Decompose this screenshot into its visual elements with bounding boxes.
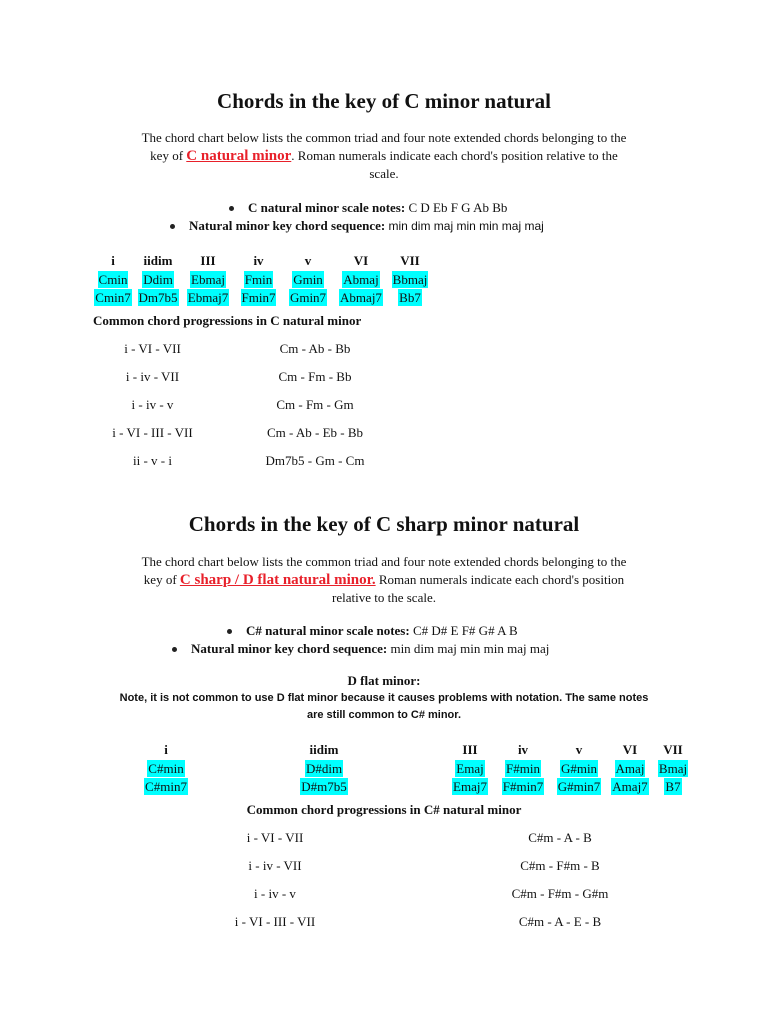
progression-numerals: i - iv - v	[131, 397, 174, 412]
dflat-note	[84, 690, 684, 724]
numeral-header: iv	[517, 741, 529, 757]
progression-chords: Cm - Ab - Bb	[279, 341, 351, 356]
seventh-chord: Fmin7	[241, 289, 276, 305]
seventh-chord: B7	[665, 778, 681, 794]
seventh-chord: Amaj7	[612, 778, 648, 794]
section2-progressions-heading: Common chord progressions in C# natural minor	[246, 802, 522, 817]
seventh-chord: D#m7b5	[301, 778, 347, 794]
triad-cell	[235, 270, 282, 288]
scale-notes-value: C D Eb F G Ab Bb	[408, 200, 508, 215]
bullet-icon	[229, 206, 234, 211]
chord-sequence-bullet	[172, 641, 549, 657]
triad-chord: Abmaj	[343, 271, 379, 287]
section1-intro-line2	[84, 147, 684, 165]
numeral-header: VI	[622, 741, 638, 757]
seventh-chord: F#min7	[502, 778, 544, 794]
progression-chords: Cm - Fm - Gm	[276, 397, 354, 412]
seventh-chord: Abmaj7	[340, 289, 382, 305]
triad-cell	[446, 759, 494, 777]
numeral-header: v	[575, 741, 583, 757]
chord-sequence-value: min dim maj min min maj maj	[388, 219, 544, 233]
seventh-chord: Emaj7	[453, 778, 487, 794]
progression-numerals: i - VI - III - VII	[234, 914, 316, 929]
triad-cell	[283, 270, 333, 288]
seventh-chord: Dm7b5	[138, 289, 178, 305]
section2-title: Chords in the key of C sharp minor natural	[188, 512, 580, 536]
scale-notes-label: C# natural minor scale notes:	[246, 623, 410, 638]
seventh-cell	[235, 288, 282, 306]
section1-intro-line1: The chord chart below lists the common triad and four note extended chords belonging to the	[141, 130, 627, 145]
triad-chord: Amaj	[615, 760, 645, 776]
dflat-note-line1: Note, it is not common to use D flat minor because it causes problems with notation. The same notes	[119, 692, 649, 704]
numeral-header: i	[164, 741, 168, 757]
triad-cell	[92, 270, 134, 288]
seventh-cell	[92, 288, 134, 306]
seventh-cell	[203, 777, 445, 795]
seventh-chord: Cmin7	[95, 289, 131, 305]
seventh-chord: Bb7	[399, 289, 421, 305]
triad-chord: Ebmaj	[191, 271, 225, 287]
scale-notes-bullet	[229, 200, 507, 216]
triad-cell	[334, 270, 388, 288]
progression-chords: C#m - A - B	[528, 830, 592, 845]
chord-sequence-value: min dim maj min min maj maj	[390, 641, 550, 656]
scale-notes-label: C natural minor scale notes:	[248, 200, 406, 215]
triad-cell	[607, 759, 653, 777]
triad-chord: Ddim	[143, 271, 173, 287]
seventh-cell	[654, 777, 692, 795]
numeral-header: III	[200, 252, 216, 268]
progression-numerals: i - iv - v	[254, 886, 296, 901]
progression-numerals: i - VI - VII	[124, 341, 181, 356]
triad-chord: G#min	[560, 760, 598, 776]
seventh-chord: G#min7	[557, 778, 601, 794]
progression-numerals: i - iv - VII	[248, 858, 302, 873]
chord-sequence-bullet	[170, 218, 544, 234]
seventh-cell	[389, 288, 431, 306]
triad-chord: Fmin	[244, 271, 273, 287]
numeral-header: VII	[663, 741, 683, 757]
seventh-cell	[495, 777, 551, 795]
section2-intro-line2	[84, 571, 684, 589]
triad-cell	[389, 270, 431, 288]
seventh-cell	[182, 288, 234, 306]
section1-intro	[84, 129, 684, 183]
seventh-chord: Gmin7	[289, 289, 327, 305]
dflat-minor-heading: D flat minor:	[347, 673, 421, 688]
seventh-chord: Ebmaj7	[187, 289, 229, 305]
chord-table-c-sharp-minor	[129, 740, 693, 795]
intro-text: key of	[143, 572, 180, 587]
dflat-note-line2: are still common to C# minor.	[306, 709, 462, 721]
section2-intro	[84, 553, 684, 607]
chord-table-c-minor	[91, 251, 432, 306]
seventh-cell	[334, 288, 388, 306]
triad-cell	[552, 759, 606, 777]
seventh-cell	[552, 777, 606, 795]
chord-sequence-label: Natural minor key chord sequence:	[189, 218, 386, 233]
section1-intro-line3: scale.	[369, 166, 399, 181]
triad-cell	[130, 759, 202, 777]
numeral-header: v	[304, 252, 312, 268]
section1-title: Chords in the key of C minor natural	[217, 89, 551, 113]
numeral-header: iv	[253, 252, 264, 268]
progression-chords: C#m - A - E - B	[518, 914, 602, 929]
scale-notes-bullet	[227, 623, 518, 639]
seventh-chord: C#min7	[145, 778, 187, 794]
triad-chord: Bbmaj	[392, 271, 428, 287]
triad-chord: C#min	[148, 760, 184, 776]
progression-chords: C#m - F#m - G#m	[511, 886, 609, 901]
triad-cell	[203, 759, 445, 777]
key-link[interactable]: C sharp / D flat natural minor.	[179, 572, 376, 588]
seventh-cell	[607, 777, 653, 795]
key-link[interactable]: C natural minor	[186, 148, 292, 164]
triad-cell	[135, 270, 181, 288]
progression-numerals: ii - v - i	[133, 453, 172, 468]
triad-chord: Bmaj	[658, 760, 688, 776]
triad-chord: Emaj	[456, 760, 484, 776]
progression-chords: Cm - Fm - Bb	[278, 369, 352, 384]
progression-chords: Dm7b5 - Gm - Cm	[265, 453, 365, 468]
intro-text: Roman numerals indicate each chord's position	[375, 572, 625, 587]
numeral-header: VII	[400, 252, 420, 268]
triad-chord: Gmin	[293, 271, 323, 287]
section1-progressions-heading: Common chord progressions in C natural minor	[93, 313, 362, 328]
progression-chords: C#m - F#m - B	[520, 858, 600, 873]
scale-notes-value: C# D# E F# G# A B	[412, 623, 518, 638]
chord-sequence-label: Natural minor key chord sequence:	[191, 641, 388, 656]
numeral-header: III	[462, 741, 478, 757]
seventh-cell	[446, 777, 494, 795]
progression-chords: Cm - Ab - Eb - Bb	[266, 425, 364, 440]
seventh-cell	[130, 777, 202, 795]
progression-numerals: i - VI - VII	[246, 830, 304, 845]
triad-cell	[654, 759, 692, 777]
seventh-cell	[283, 288, 333, 306]
intro-text: . Roman numerals indicate each chord's position relative to the	[291, 148, 618, 163]
bullet-icon	[227, 629, 232, 634]
triad-chord: F#min	[506, 760, 540, 776]
progression-numerals: i - iv - VII	[125, 369, 180, 384]
triad-cell	[495, 759, 551, 777]
progression-numerals: i - VI - III - VII	[112, 425, 193, 440]
section2-intro-line1: The chord chart below lists the common triad and four note extended chords belonging to the	[141, 554, 627, 569]
bullet-icon	[172, 647, 177, 652]
intro-text: key of	[150, 148, 187, 163]
numeral-header: iidim	[143, 252, 173, 268]
triad-cell	[182, 270, 234, 288]
triad-chord: Cmin	[98, 271, 128, 287]
bullet-icon	[170, 224, 175, 229]
numeral-header: iidim	[309, 741, 339, 757]
section2-intro-line3: relative to the scale.	[332, 590, 436, 605]
triad-chord: D#dim	[305, 760, 343, 776]
numeral-header: i	[111, 252, 115, 268]
seventh-cell	[135, 288, 181, 306]
numeral-header: VI	[353, 252, 369, 268]
